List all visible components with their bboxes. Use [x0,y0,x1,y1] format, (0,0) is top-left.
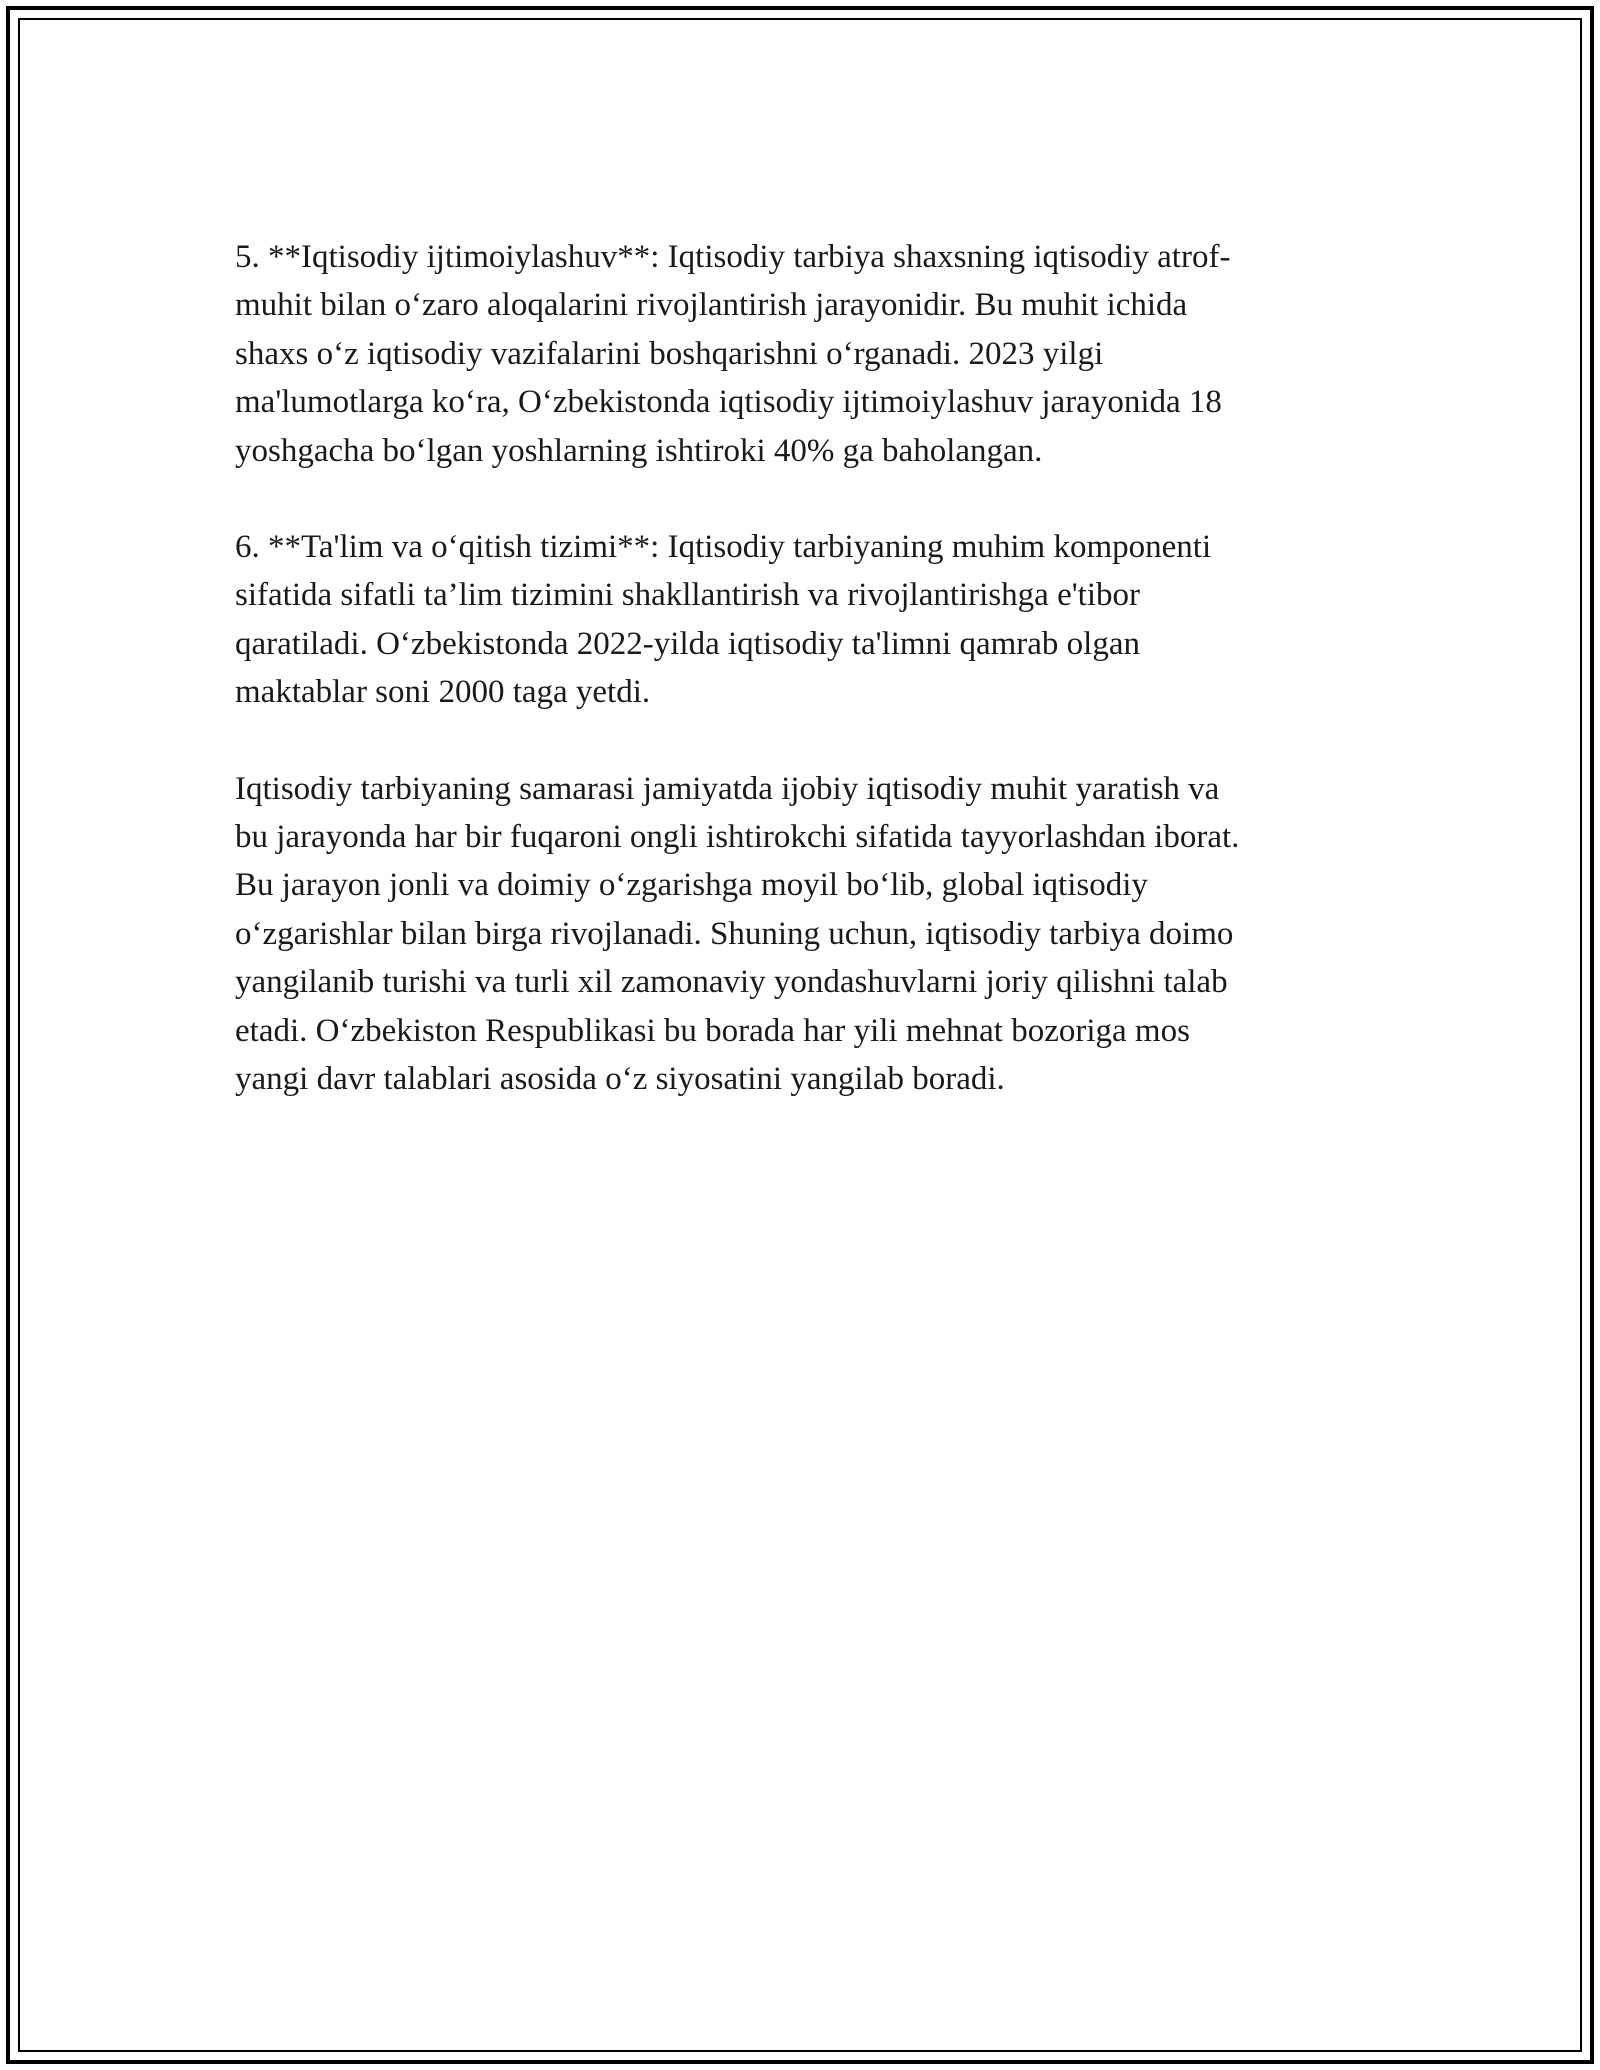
text-line: Iqtisodiy tarbiyaning samarasi jamiyatda ijobiy iqtisodiy muhit yaratish va [235,770,1220,807]
text-line: shaxs o‘z iqtisodiy vazifalarini boshqarishni o‘rganadi. 2023 yilgi [235,335,1104,372]
text-line: o‘zgarishlar bilan birga rivojlanadi. Shuning uchun, iqtisodiy tarbiya doimo [235,915,1234,952]
text-line: Bu jarayon jonli va doimiy o‘zgarishga moyil bo‘lib, global iqtisodiy [235,867,1148,904]
paragraph-economic-socialization [235,233,1355,475]
text-line: ma'lumotlarga ko‘ra, O‘zbekistonda iqtisodiy ijtimoiylashuv jarayonida 18 [235,384,1222,421]
text-line: yoshgacha bo‘lgan yoshlarning ishtiroki 40% ga baholangan. [235,432,1043,469]
text-line: yangilanib turishi va turli xil zamonaviy yondashuvlarni joriy qilishni talab [235,964,1228,1001]
text-line: etadi. O‘zbekiston Respublikasi bu borada har yili mehnat bozoriga mos [235,1012,1190,1049]
text-line: maktablar soni 2000 taga yetdi. [235,674,651,711]
document-body [235,233,1355,1152]
text-line: bu jarayonda har bir fuqaroni ongli ishtirokchi sifatida tayyorlashdan iborat. [235,819,1240,856]
text-line: sifatida sifatli ta’lim tizimini shakllantirish va rivojlantirishga e'tibor [235,577,1141,614]
text-line: 6. **Ta'lim va o‘qitish tizimi**: Iqtisodiy tarbiyaning muhim komponenti [235,529,1212,566]
text-line: qaratiladi. O‘zbekistonda 2022-yilda iqtisodiy ta'limni qamrab olgan [235,625,1140,662]
paragraph-conclusion [235,765,1355,1104]
text-line: muhit bilan o‘zaro aloqalarini rivojlantirish jarayonidir. Bu muhit ichida [235,287,1188,324]
text-line: 5. **Iqtisodiy ijtimoiylashuv**: Iqtisodiy tarbiya shaxsning iqtisodiy atrof- [235,239,1231,275]
paragraph-education-system [235,523,1355,717]
text-line: yangi davr talablari asosida o‘z siyosatini yangilab boradi. [235,1061,1005,1098]
